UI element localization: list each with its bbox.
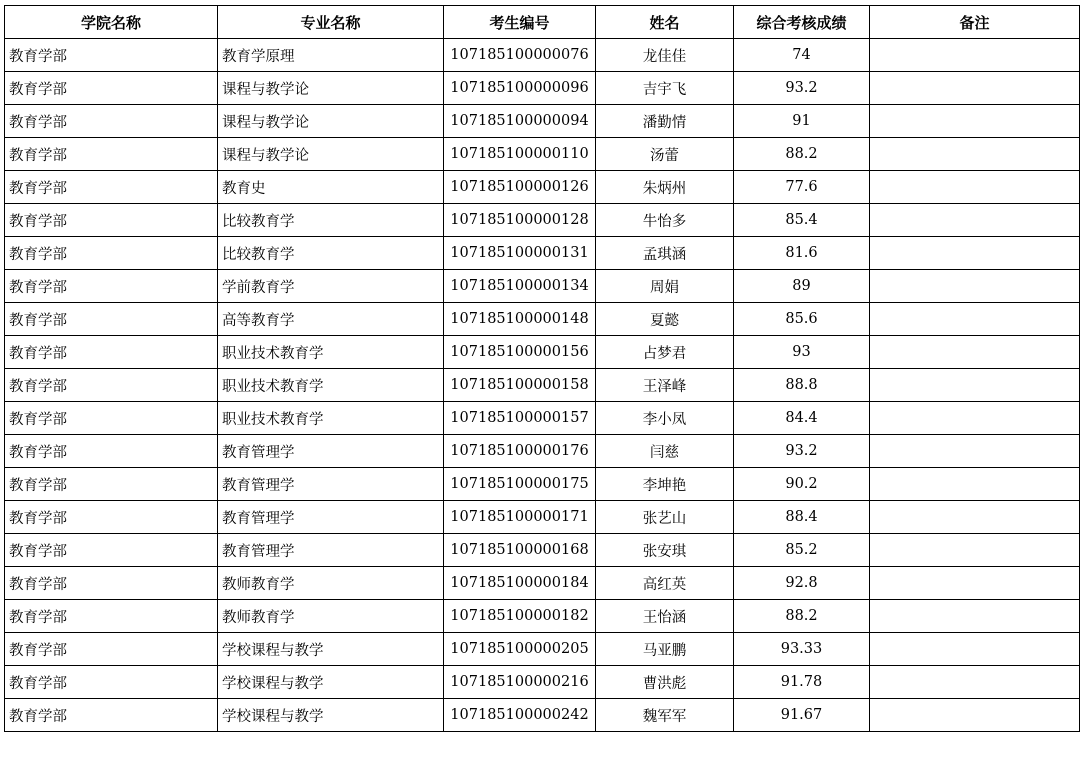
cell-candidate-id: 107185100000176 [444, 435, 596, 468]
cell-name: 汤蕾 [596, 138, 734, 171]
cell-major: 职业技术教育学 [218, 336, 444, 369]
header-college: 学院名称 [5, 6, 218, 39]
cell-note [870, 600, 1080, 633]
cell-score: 74 [734, 39, 870, 72]
cell-score: 92.8 [734, 567, 870, 600]
cell-major: 课程与教学论 [218, 138, 444, 171]
cell-college: 教育学部 [5, 336, 218, 369]
cell-note [870, 435, 1080, 468]
table-row [5, 237, 1080, 270]
cell-candidate-id: 107185100000216 [444, 666, 596, 699]
table-row [5, 39, 1080, 72]
cell-major: 教育管理学 [218, 468, 444, 501]
table-row [5, 633, 1080, 666]
cell-note [870, 39, 1080, 72]
cell-major: 课程与教学论 [218, 72, 444, 105]
cell-college: 教育学部 [5, 237, 218, 270]
cell-name: 闫慈 [596, 435, 734, 468]
cell-candidate-id: 107185100000110 [444, 138, 596, 171]
cell-note [870, 666, 1080, 699]
table-row [5, 303, 1080, 336]
cell-candidate-id: 107185100000128 [444, 204, 596, 237]
cell-name: 牛怡多 [596, 204, 734, 237]
cell-score: 91 [734, 105, 870, 138]
cell-score: 85.6 [734, 303, 870, 336]
cell-score: 84.4 [734, 402, 870, 435]
cell-candidate-id: 107185100000148 [444, 303, 596, 336]
cell-candidate-id: 107185100000076 [444, 39, 596, 72]
cell-major: 学校课程与教学 [218, 699, 444, 732]
cell-note [870, 336, 1080, 369]
cell-name: 夏懿 [596, 303, 734, 336]
cell-candidate-id: 107185100000168 [444, 534, 596, 567]
cell-college: 教育学部 [5, 204, 218, 237]
table-row [5, 336, 1080, 369]
cell-note [870, 171, 1080, 204]
cell-note [870, 567, 1080, 600]
cell-name: 占梦君 [596, 336, 734, 369]
header-name: 姓名 [596, 6, 734, 39]
cell-candidate-id: 107185100000182 [444, 600, 596, 633]
cell-college: 教育学部 [5, 633, 218, 666]
cell-candidate-id: 107185100000094 [444, 105, 596, 138]
cell-note [870, 468, 1080, 501]
cell-college: 教育学部 [5, 39, 218, 72]
cell-note [870, 699, 1080, 732]
cell-score: 93 [734, 336, 870, 369]
cell-score: 88.8 [734, 369, 870, 402]
cell-college: 教育学部 [5, 105, 218, 138]
table-row [5, 534, 1080, 567]
table-body [5, 39, 1080, 732]
cell-name: 潘勤情 [596, 105, 734, 138]
cell-college: 教育学部 [5, 699, 218, 732]
cell-college: 教育学部 [5, 567, 218, 600]
cell-score: 81.6 [734, 237, 870, 270]
cell-candidate-id: 107185100000242 [444, 699, 596, 732]
table-row [5, 666, 1080, 699]
cell-name: 龙佳佳 [596, 39, 734, 72]
header-candidate-id: 考生编号 [444, 6, 596, 39]
cell-college: 教育学部 [5, 666, 218, 699]
table-row [5, 204, 1080, 237]
cell-major: 高等教育学 [218, 303, 444, 336]
table-row [5, 468, 1080, 501]
cell-name: 曹洪彪 [596, 666, 734, 699]
cell-college: 教育学部 [5, 270, 218, 303]
cell-name: 孟琪涵 [596, 237, 734, 270]
cell-college: 教育学部 [5, 600, 218, 633]
header-score: 综合考核成绩 [734, 6, 870, 39]
score-table-container [4, 5, 1080, 732]
cell-candidate-id: 107185100000096 [444, 72, 596, 105]
cell-note [870, 369, 1080, 402]
cell-score: 77.6 [734, 171, 870, 204]
cell-college: 教育学部 [5, 402, 218, 435]
cell-score: 89 [734, 270, 870, 303]
cell-college: 教育学部 [5, 534, 218, 567]
table-row [5, 435, 1080, 468]
cell-name: 周娟 [596, 270, 734, 303]
table-row [5, 402, 1080, 435]
cell-name: 魏军军 [596, 699, 734, 732]
header-note: 备注 [870, 6, 1080, 39]
cell-candidate-id: 107185100000158 [444, 369, 596, 402]
cell-candidate-id: 107185100000126 [444, 171, 596, 204]
table-row [5, 501, 1080, 534]
cell-score: 90.2 [734, 468, 870, 501]
cell-name: 李小凤 [596, 402, 734, 435]
cell-name: 张艺山 [596, 501, 734, 534]
cell-major: 学前教育学 [218, 270, 444, 303]
cell-score: 88.2 [734, 138, 870, 171]
cell-score: 85.4 [734, 204, 870, 237]
cell-name: 马亚鹏 [596, 633, 734, 666]
cell-major: 教师教育学 [218, 567, 444, 600]
cell-score: 88.2 [734, 600, 870, 633]
cell-note [870, 501, 1080, 534]
cell-note [870, 303, 1080, 336]
cell-major: 比较教育学 [218, 237, 444, 270]
cell-major: 学校课程与教学 [218, 666, 444, 699]
table-row [5, 105, 1080, 138]
cell-major: 教育学原理 [218, 39, 444, 72]
table-row [5, 138, 1080, 171]
cell-name: 王泽峰 [596, 369, 734, 402]
cell-candidate-id: 107185100000157 [444, 402, 596, 435]
table-row [5, 600, 1080, 633]
cell-major: 教育管理学 [218, 435, 444, 468]
cell-note [870, 204, 1080, 237]
cell-candidate-id: 107185100000175 [444, 468, 596, 501]
cell-score: 93.2 [734, 435, 870, 468]
cell-score: 93.33 [734, 633, 870, 666]
cell-college: 教育学部 [5, 138, 218, 171]
cell-note [870, 237, 1080, 270]
table-row [5, 369, 1080, 402]
table-row [5, 171, 1080, 204]
cell-score: 85.2 [734, 534, 870, 567]
cell-score: 91.67 [734, 699, 870, 732]
cell-note [870, 270, 1080, 303]
cell-candidate-id: 107185100000134 [444, 270, 596, 303]
cell-college: 教育学部 [5, 435, 218, 468]
cell-note [870, 105, 1080, 138]
cell-name: 王怡涵 [596, 600, 734, 633]
table-row [5, 72, 1080, 105]
table-row [5, 567, 1080, 600]
cell-major: 教育史 [218, 171, 444, 204]
cell-note [870, 402, 1080, 435]
cell-score: 93.2 [734, 72, 870, 105]
cell-name: 吉宇飞 [596, 72, 734, 105]
header-major: 专业名称 [218, 6, 444, 39]
cell-college: 教育学部 [5, 171, 218, 204]
cell-major: 课程与教学论 [218, 105, 444, 138]
cell-note [870, 534, 1080, 567]
cell-name: 高红英 [596, 567, 734, 600]
cell-major: 职业技术教育学 [218, 369, 444, 402]
cell-name: 张安琪 [596, 534, 734, 567]
cell-major: 比较教育学 [218, 204, 444, 237]
cell-note [870, 72, 1080, 105]
cell-name: 李坤艳 [596, 468, 734, 501]
cell-name: 朱炳州 [596, 171, 734, 204]
cell-note [870, 633, 1080, 666]
cell-candidate-id: 107185100000171 [444, 501, 596, 534]
cell-major: 教育管理学 [218, 501, 444, 534]
cell-candidate-id: 107185100000205 [444, 633, 596, 666]
cell-candidate-id: 107185100000156 [444, 336, 596, 369]
cell-college: 教育学部 [5, 303, 218, 336]
cell-college: 教育学部 [5, 72, 218, 105]
table-header-row [5, 6, 1080, 39]
cell-score: 88.4 [734, 501, 870, 534]
cell-major: 学校课程与教学 [218, 633, 444, 666]
cell-college: 教育学部 [5, 501, 218, 534]
score-table [4, 5, 1080, 732]
cell-candidate-id: 107185100000184 [444, 567, 596, 600]
cell-note [870, 138, 1080, 171]
cell-college: 教育学部 [5, 468, 218, 501]
cell-major: 教育管理学 [218, 534, 444, 567]
cell-candidate-id: 107185100000131 [444, 237, 596, 270]
cell-major: 职业技术教育学 [218, 402, 444, 435]
cell-major: 教师教育学 [218, 600, 444, 633]
table-row [5, 699, 1080, 732]
cell-score: 91.78 [734, 666, 870, 699]
table-row [5, 270, 1080, 303]
cell-college: 教育学部 [5, 369, 218, 402]
